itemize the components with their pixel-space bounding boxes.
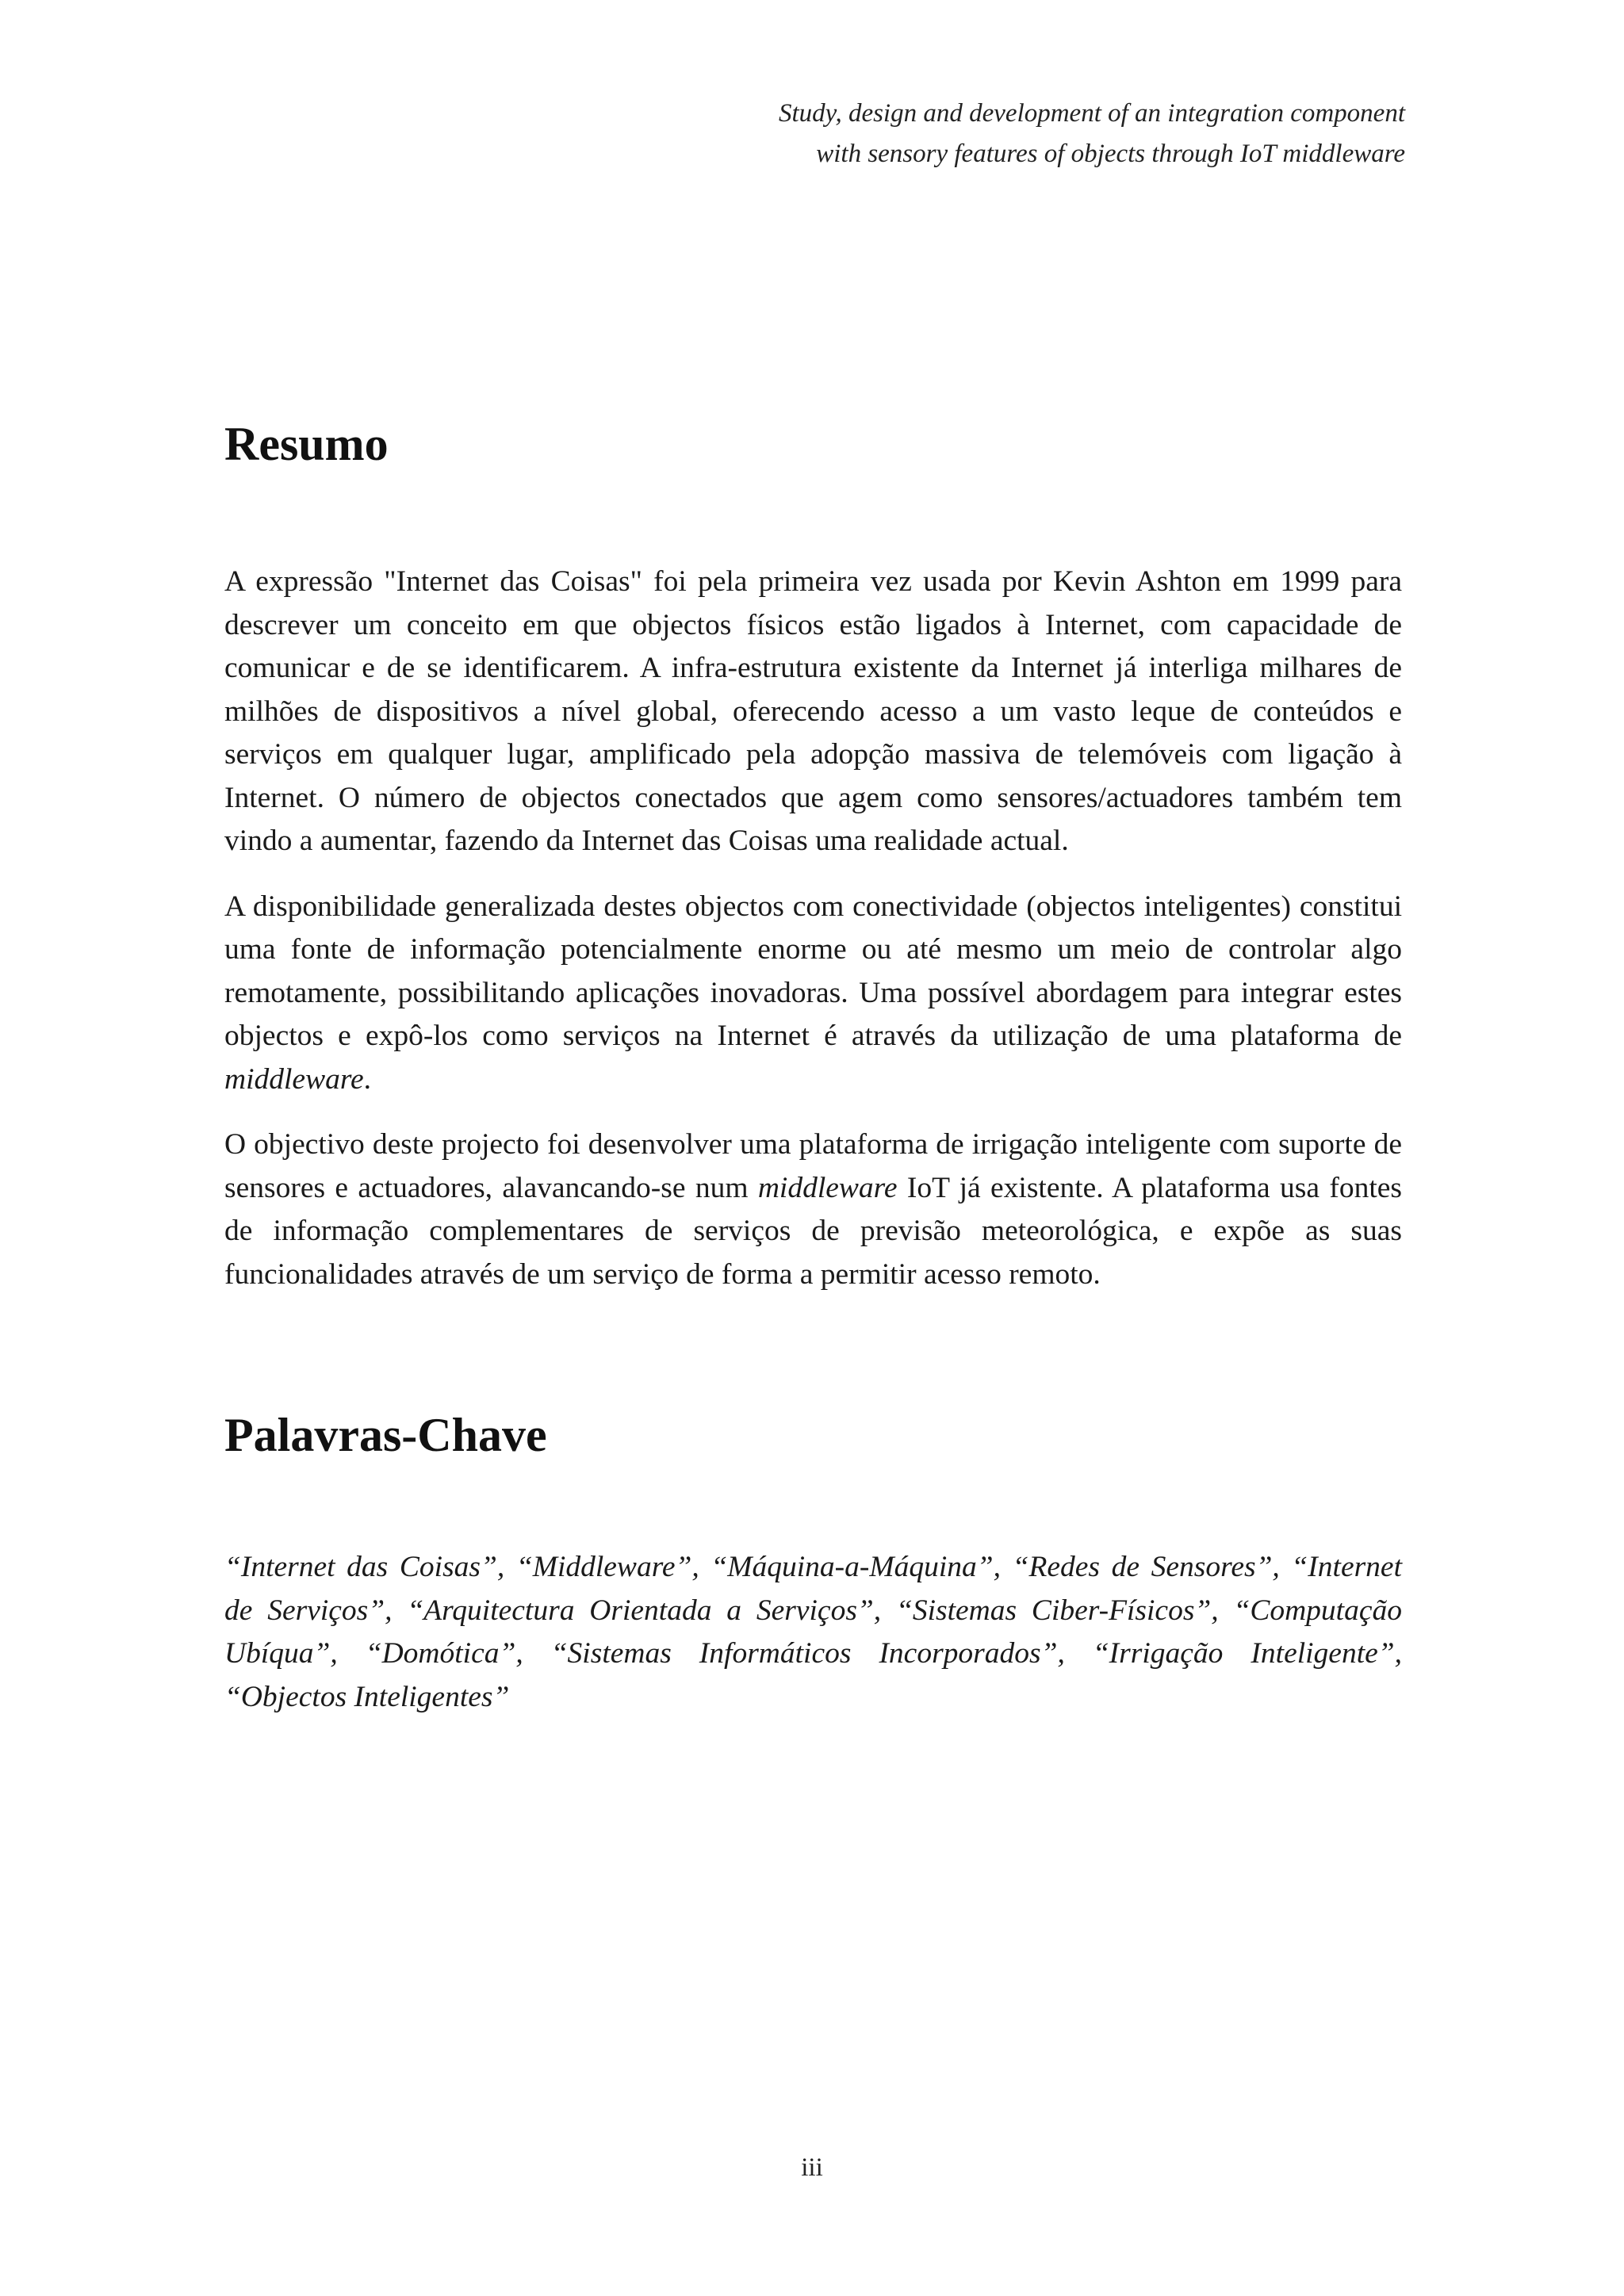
abstract-paragraph-2 <box>224 886 1402 1102</box>
abstract-paragraph-3-text-1: O objectivo deste projecto foi desenvolver uma plataforma de irrigação inteligente com suporte de sensores e actuadores, alavancando-se num <box>224 1128 1402 1204</box>
keywords-title: Palavras-Chave <box>224 1409 547 1461</box>
page-number: iii <box>801 2153 823 2182</box>
abstract-title: Resumo <box>224 418 389 470</box>
abstract-paragraph-3-emphasis: middleware <box>757 1171 898 1204</box>
abstract-paragraph-2-end: . <box>363 1062 372 1096</box>
abstract-paragraph-2-emphasis: middleware <box>224 1062 364 1096</box>
abstract-paragraph-3 <box>224 1123 1402 1296</box>
abstract-body <box>224 561 1402 1318</box>
running-header-line-1: Study, design and development of an integration component <box>778 99 1405 128</box>
running-header-line-2: with sensory features of objects through IoT middleware <box>816 140 1405 168</box>
abstract-paragraph-3-text-2: IoT já existente. A plataforma usa fontes de informação complementares de serviços de previsão meteorológica, e expõe as suas funcionalidades através de um serviço de forma a permitir acesso remoto. <box>224 1171 1402 1291</box>
running-header <box>454 94 1405 174</box>
abstract-paragraph-2-text: A disponibilidade generalizada destes objectos com conectividade (objectos inteligentes) constitui uma fonte de informação potencialmente enorme ou até mesmo um meio de controlar algo remotamente, possibilitando aplicações inovadoras. Uma possível abordagem para integrar estes objectos e expô-los como serviços na Internet é através da utilização de uma plataforma de <box>224 890 1402 1052</box>
abstract-paragraph-1: A expressão "Internet das Coisas" foi pela primeira vez usada por Kevin Ashton em 1999 para descrever um conceito em que objectos físicos estão ligados à Internet, com capacidade de comunicar e de se identificarem. A infra-estrutura existente da Internet já interliga milhares de milhões de dispositivos a nível global, oferecendo acesso a um vasto leque de conteúdos e serviços em qualquer lugar, amplificado pela adopção massiva de telemóveis com ligação à Internet. O número de objectos conectados que agem como sensores/actuadores também tem vindo a aumentar, fazendo da Internet das Coisas uma realidade actual. <box>224 565 1402 857</box>
keywords-list: “Internet das Coisas”, “Middleware”, “Máquina-a-Máquina”, “Redes de Sensores”, “Internet de Serviços”, “Arquitectura Orientada a Serviços”, “Sistemas Ciber-Físicos”, “Computação Ubíqua”, “Domótica”, “Sistemas Informáticos Incorporados”, “Irrigação Inteligente”, “Objectos Inteligentes” <box>224 1551 1402 1713</box>
